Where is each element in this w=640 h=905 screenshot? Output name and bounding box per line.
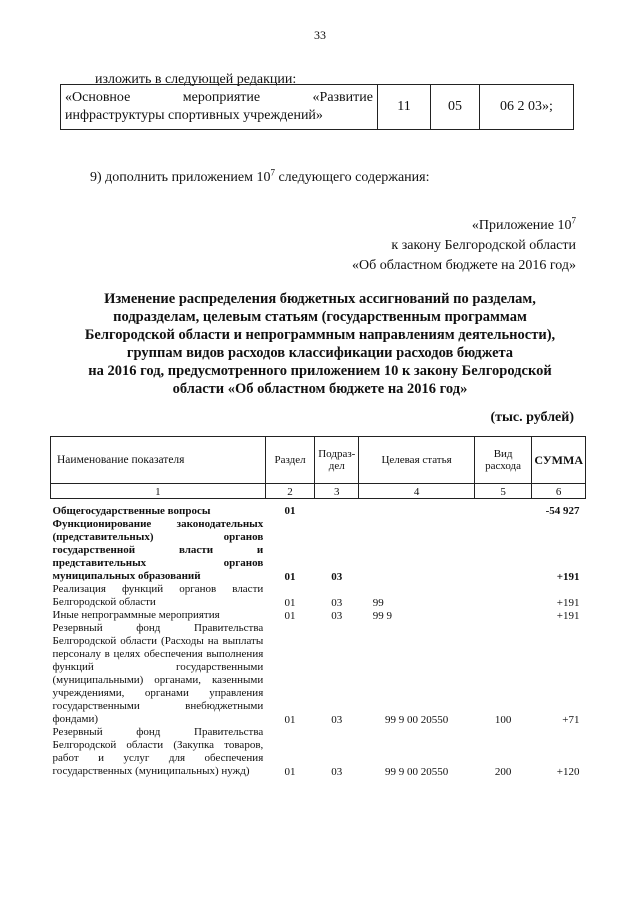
header-article: Целевая статья <box>359 437 475 484</box>
table-row <box>51 609 586 622</box>
row-name: Иные непрограммные мероприятия <box>52 609 220 621</box>
row-name: Общегосударственные вопросы <box>52 505 211 517</box>
row-section: 01 <box>284 571 296 583</box>
table-row <box>51 583 586 609</box>
addition-superscript: 7 <box>270 167 275 178</box>
row-name: Резервный фонд Правительства Белгородской области (Расходы на выплаты персоналу в целях обеспечения выполнения функций государственными (муниципальными) органами, казенными учреждениями, органами управления государственными внебюджетными фондами) <box>52 622 264 725</box>
header-name: Наименование показателя <box>51 437 266 484</box>
row-section: 01 <box>284 714 296 726</box>
table-row <box>51 518 586 583</box>
intro-text: изложить в следующей редакции: <box>95 72 297 87</box>
addition-paragraph <box>90 167 430 186</box>
appendix-superscript: 7 <box>571 215 576 226</box>
row-article: 99 9 00 20550 <box>384 714 449 726</box>
column-number: 4 <box>359 484 475 499</box>
column-number-row <box>51 484 586 499</box>
row-sum: +191 <box>556 597 580 609</box>
amended-row-table <box>60 84 574 130</box>
title-line: Изменение распределения бюджетных ассигнований по разделам, <box>104 291 536 307</box>
row-subsection: 03 <box>331 597 343 609</box>
row-subsection: 03 <box>331 766 343 778</box>
row-article: 99 <box>372 597 384 609</box>
appendix-line2: к закону Белгородской области <box>391 238 576 253</box>
appendix-title: «Приложение 10 <box>471 218 572 233</box>
row-name: Реализация функций органов власти Белгородской области <box>52 583 264 608</box>
amended-row-article: 06 2 03»; <box>480 85 574 130</box>
column-number: 2 <box>265 484 315 499</box>
row-sum: +71 <box>562 714 580 726</box>
row-name: Резервный фонд Правительства Белгородской области (Закупка товаров, работ и услуг для обеспечения государственных (муниципальных) нужд) <box>52 726 264 777</box>
amended-row-name-line1: «Основное мероприятие «Развитие <box>65 90 373 105</box>
page-number: 33 <box>314 28 326 42</box>
row-subsection: 03 <box>331 571 343 583</box>
column-number: 3 <box>315 484 359 499</box>
column-number: 5 <box>474 484 531 499</box>
amended-row-section: 11 <box>378 85 431 130</box>
title-line: Белгородской области и непрограммным направлениям деятельности), <box>84 327 556 343</box>
row-subsection: 03 <box>331 610 343 622</box>
amended-row-name-line2: инфраструктуры спортивных учреждений» <box>65 108 323 123</box>
title-line: подразделам, целевым статьям (государственным программам <box>113 309 527 325</box>
table-row <box>51 622 586 726</box>
row-article: 99 9 <box>372 610 392 622</box>
appendix-line1 <box>352 216 576 236</box>
row-type <box>474 583 531 609</box>
table-row <box>51 499 586 519</box>
column-number: 1 <box>51 484 266 499</box>
amended-row-name <box>61 85 378 130</box>
addition-tail: следующего содержания: <box>274 170 430 185</box>
row-type <box>474 518 531 583</box>
column-number: 6 <box>532 484 586 499</box>
row-sum: +191 <box>556 610 580 622</box>
amended-row-subsection: 05 <box>431 85 480 130</box>
row-article <box>359 499 475 519</box>
document-title <box>60 290 580 398</box>
table-header-row <box>51 437 586 484</box>
appendix-heading <box>352 216 576 276</box>
row-section: 01 <box>284 597 296 609</box>
table-row <box>51 726 586 778</box>
row-subsection: 03 <box>331 714 343 726</box>
budget-table <box>50 436 586 778</box>
row-type <box>474 499 531 519</box>
row-section: 01 <box>284 505 296 517</box>
header-type: Вид расхода <box>474 437 531 484</box>
row-section: 01 <box>284 610 296 622</box>
addition-text: 9) дополнить приложением 10 <box>90 170 271 185</box>
row-article: 99 9 00 20550 <box>384 766 449 778</box>
row-type: 200 <box>494 766 512 778</box>
row-type: 100 <box>494 714 512 726</box>
header-sum: СУММА <box>532 437 586 484</box>
row-name: Функционирование законодательных (представительных) органов государственной власти и представительных органов муниципальных образований <box>52 518 264 582</box>
title-line: на 2016 год, предусмотренного приложением 10 к закону Белгородской <box>88 363 552 379</box>
units-label: (тыс. рублей) <box>490 410 574 425</box>
header-subsection: Подраз-дел <box>315 437 359 484</box>
row-section: 01 <box>284 766 296 778</box>
row-sum: +191 <box>556 571 580 583</box>
header-section: Раздел <box>265 437 315 484</box>
row-subsection <box>315 499 359 519</box>
row-type <box>474 609 531 622</box>
row-sum: +120 <box>556 766 580 778</box>
appendix-line3: «Об областном бюджете на 2016 год» <box>352 258 576 273</box>
row-sum: -54 927 <box>545 505 580 517</box>
amended-row <box>61 85 574 130</box>
row-article <box>359 518 475 583</box>
title-line: группам видов расходов классификации расходов бюджета <box>126 345 514 361</box>
title-line: области «Об областном бюджете на 2016 год» <box>172 381 468 397</box>
